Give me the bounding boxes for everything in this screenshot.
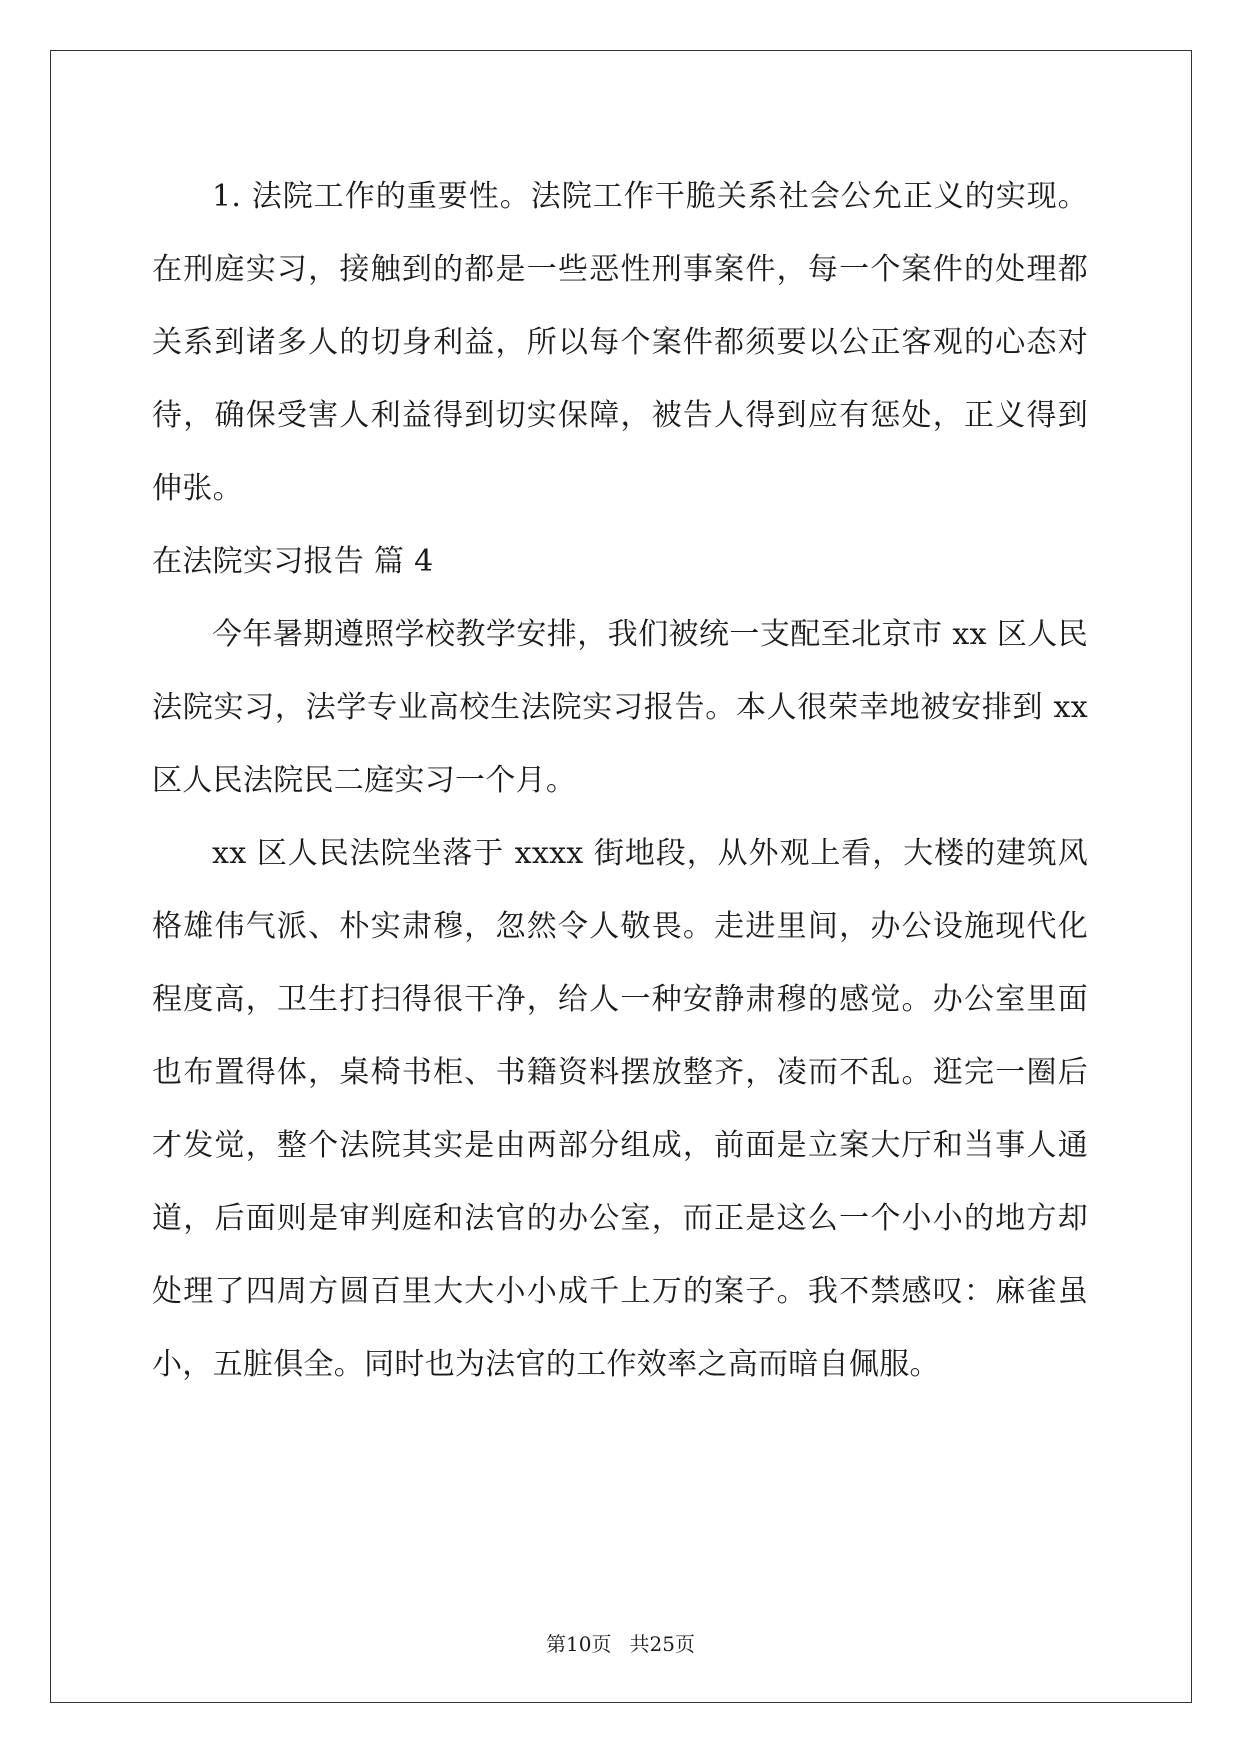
text-line: 也布置得体，桌椅书柜、书籍资料摆放整齐，凌而不乱。逛完一圈后 [152, 1055, 1088, 1090]
text-line: 处理了四周方圆百里大大小小成千上万的案子。我不禁感叹：麻雀虽 [152, 1274, 1088, 1309]
page-footer [0, 1628, 1241, 1657]
page-number: 第10页 [546, 1632, 612, 1656]
text-line: 法院实习，法学专业高校生法院实习报告。本人很荣幸地被安排到 xx [152, 690, 1088, 725]
text-line: 格雄伟气派、朴实肃穆，忽然令人敬畏。走进里间，办公设施现代化 [152, 909, 1088, 944]
text-line: 1. 法院工作的重要性。法院工作干脆关系社会公允正义的实现。 [212, 179, 1088, 214]
text-line: 关系到诸多人的切身利益，所以每个案件都须要以公正客观的心态对 [152, 325, 1088, 360]
page-total: 共25页 [629, 1632, 695, 1656]
text-line: 程度高，卫生打扫得很干净，给人一种安静肃穆的感觉。办公室里面 [152, 982, 1088, 1017]
document-body [152, 160, 1088, 1401]
text-line: 区人民法院民二庭实习一个月。 [152, 763, 577, 798]
text-line: 道，后面则是审判庭和法官的办公室，而正是这么一个小小的地方却 [152, 1201, 1088, 1236]
text-line: 在刑庭实习，接触到的都是一些恶性刑事案件，每一个案件的处理都 [152, 252, 1088, 287]
section-heading: 在法院实习报告 篇 4 [152, 544, 434, 579]
text-line: xx 区人民法院坐落于 xxxx 街地段，从外观上看，大楼的建筑风 [212, 836, 1088, 871]
text-line: 小，五脏俱全。同时也为法官的工作效率之高而暗自佩服。 [152, 1347, 940, 1382]
text-line: 待，确保受害人利益得到切实保障，被告人得到应有惩处，正义得到 [152, 398, 1088, 433]
text-line: 才发觉，整个法院其实是由两部分组成，前面是立案大厅和当事人通 [152, 1128, 1088, 1163]
text-line: 伸张。 [152, 471, 243, 506]
text-line: 今年暑期遵照学校教学安排，我们被统一支配至北京市 xx 区人民 [212, 617, 1088, 652]
